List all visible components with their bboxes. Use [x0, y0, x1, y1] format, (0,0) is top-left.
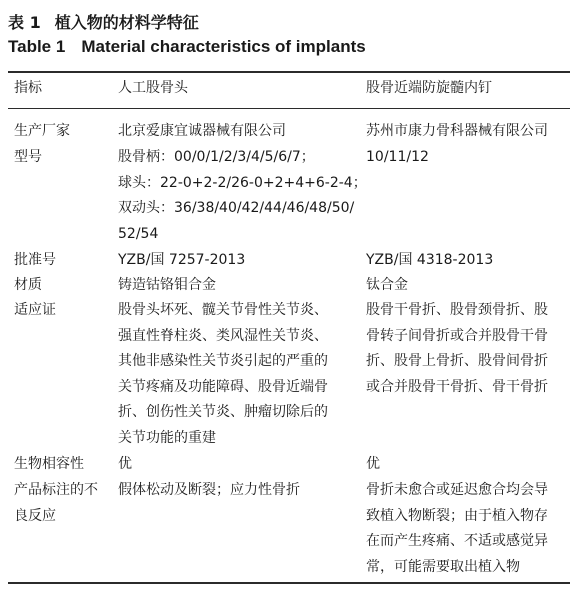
model-line: 球头：22-0+2-2/26-0+2+4+6-2-4； [118, 174, 367, 191]
adverse-line: 在而产生疼痛、不适或感觉异 [366, 533, 548, 549]
manufacturer-femoral-head: 北京爱康宜诚器械有限公司 [118, 123, 286, 139]
row-label-biocompatibility: 生物相容性 [14, 456, 84, 472]
row-label-adverse-reactions [14, 478, 110, 529]
model-line: 双动头：36/38/40/42/44/46/48/50/ [118, 200, 355, 216]
model-line: 52/54 [118, 225, 159, 242]
model-line: 股骨柄：00/0/1/2/3/4/5/6/7； [118, 149, 315, 165]
indication-line: 折、创伤性关节炎、肿瘤切除后的 [118, 404, 328, 420]
table-title-cn [8, 10, 199, 33]
label-line: 产品标注的不 [14, 482, 98, 498]
manufacturer-pfna: 苏州市康力骨科器械有限公司 [366, 123, 548, 139]
indication-line: 股骨干骨折、股骨颈骨折、股 [366, 302, 548, 318]
indications-femoral-head [118, 298, 360, 451]
table-caption-en: Material characteristics of implants [81, 37, 366, 56]
model-pfna: 10/11/12 [366, 149, 429, 165]
adverse-line: 致植入物断裂；由于植入物存 [366, 507, 548, 524]
material-femoral-head: 铸造钴铬钼合金 [118, 277, 216, 293]
indication-line: 或合并股骨干骨折、骨干骨折 [366, 378, 548, 395]
table-title-en [8, 37, 366, 57]
adverse-line: 常，可能需要取出植入物 [366, 558, 520, 575]
indication-line: 股骨头坏死、髋关节骨性关节炎、 [118, 302, 328, 318]
biocompatibility-femoral-head: 优 [118, 456, 132, 472]
table-bottom-rule [8, 582, 570, 584]
approval-femoral-head: YZB/国 7257-2013 [118, 252, 246, 268]
label-line: 良反应 [14, 507, 56, 524]
table-label-cn: 表 1 [8, 13, 41, 32]
row-label-indications: 适应证 [14, 302, 56, 318]
biocompatibility-pfna: 优 [366, 456, 380, 472]
indication-line: 折、股骨上骨折、股骨间骨折 [366, 353, 548, 369]
indications-pfna [366, 298, 570, 400]
row-label-manufacturer: 生产厂家 [14, 123, 70, 139]
row-label-approval: 批准号 [14, 252, 56, 268]
indication-line: 骨转子间骨折或合并股骨干骨 [366, 327, 548, 344]
row-label-model: 型号 [14, 149, 42, 165]
row-label-material: 材质 [14, 277, 42, 293]
header-femoral-head: 人工股骨头 [118, 80, 188, 96]
model-femoral-head [118, 145, 367, 247]
header-indicator: 指标 [14, 80, 42, 96]
material-pfna: 钛合金 [366, 277, 408, 293]
indication-line: 强直性脊柱炎、类风湿性关节炎、 [118, 327, 328, 344]
indication-line: 关节疼痛及功能障碍、股骨近端骨 [118, 378, 328, 395]
approval-pfna: YZB/国 4318-2013 [366, 252, 494, 268]
indication-line: 关节功能的重建 [118, 429, 216, 446]
table-caption-cn: 植入物的材料学特征 [54, 13, 199, 32]
adverse-line: 骨折未愈合或延迟愈合均会导 [366, 482, 548, 498]
adverse-femoral-head: 假体松动及断裂；应力性骨折 [118, 482, 300, 498]
header-pfna: 股骨近端防旋髓内钉 [366, 80, 492, 96]
table-header-rule [8, 108, 570, 109]
adverse-pfna [366, 478, 570, 580]
table-top-rule [8, 71, 570, 73]
indication-line: 其他非感染性关节炎引起的严重的 [118, 353, 328, 369]
table-label-en: Table 1 [8, 37, 66, 56]
